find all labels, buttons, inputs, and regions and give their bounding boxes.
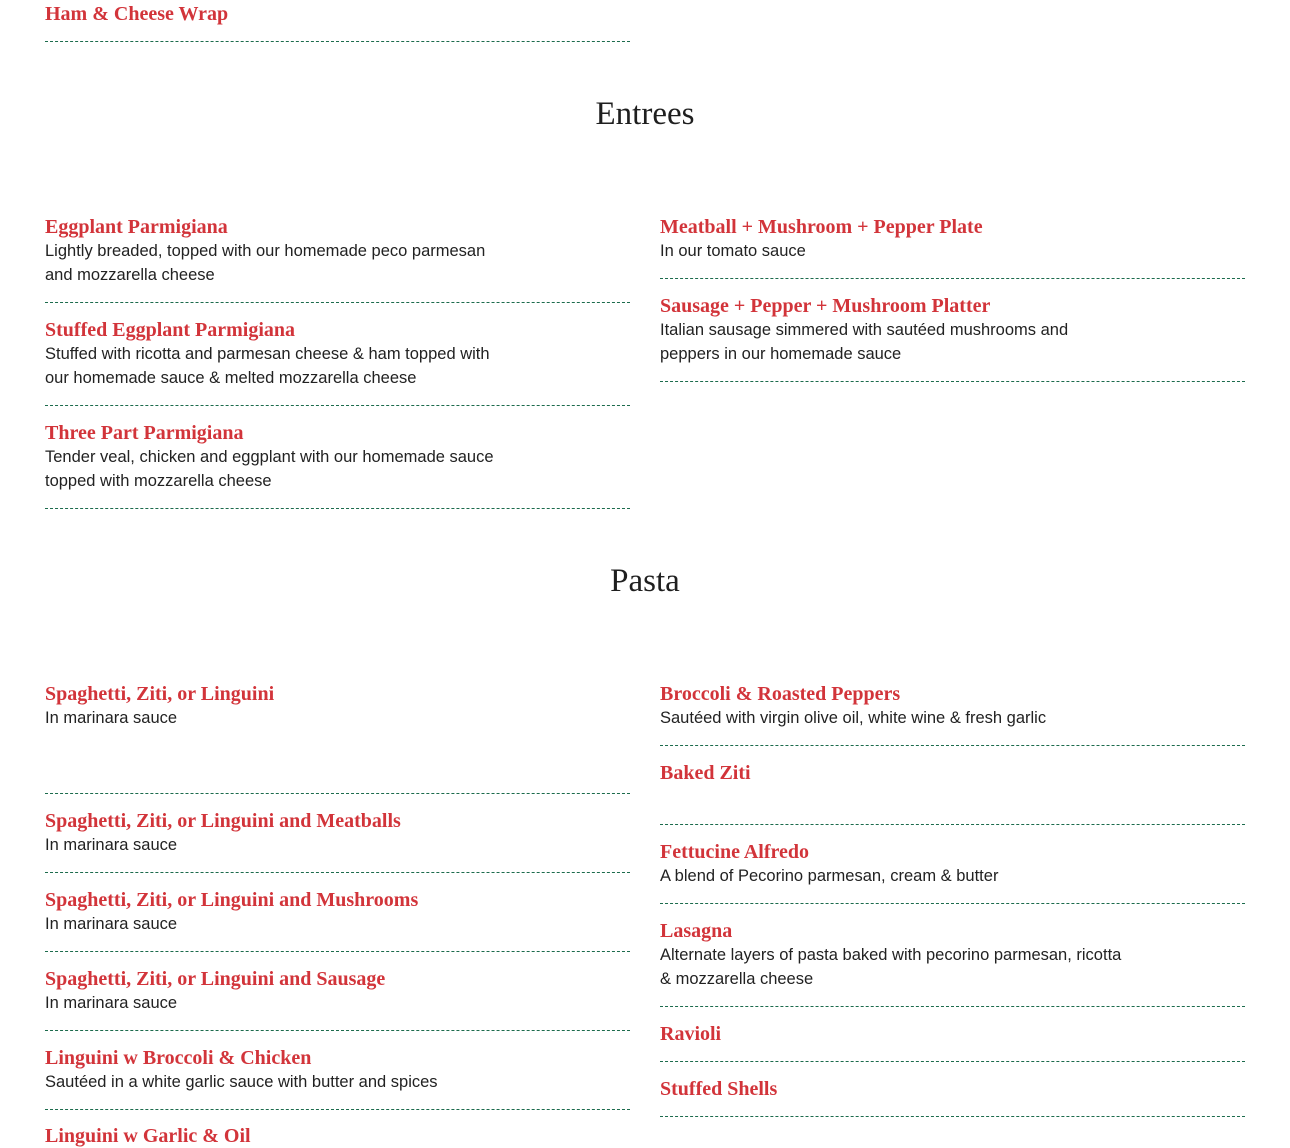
divider [45, 508, 630, 509]
menu-item-description: In our tomato sauce [660, 242, 806, 260]
menu-item-title: Stuffed Eggplant Parmigiana [45, 319, 296, 341]
divider [660, 278, 1245, 279]
divider [45, 302, 630, 303]
menu-item-title: Ham & Cheese Wrap [45, 3, 229, 25]
divider [660, 1061, 1245, 1062]
divider [660, 1006, 1245, 1007]
divider [45, 872, 630, 873]
divider [45, 405, 630, 406]
menu-item-title: Linguini w Broccoli & Chicken [45, 1047, 312, 1069]
menu-item-title: Ravioli [660, 1023, 722, 1045]
menu-item-description: Tender veal, chicken and eggplant with our homemade sauce topped with mozzarella cheese [45, 448, 494, 490]
section-heading-pasta: Pasta [610, 563, 680, 599]
menu-item-title: Linguini w Garlic & Oil [45, 1125, 251, 1147]
divider [660, 824, 1245, 825]
menu-item-title: Spaghetti, Ziti, or Linguini and Meatballs [45, 810, 401, 832]
menu-item-title: Lasagna [660, 920, 733, 942]
menu-item-title: Sausage + Pepper + Mushroom Platter [660, 295, 991, 317]
menu-item-description: In marinara sauce [45, 709, 178, 727]
divider [660, 903, 1245, 904]
menu-item-description: In marinara sauce [45, 915, 178, 933]
divider [660, 381, 1245, 382]
menu-item-title: Three Part Parmigiana [45, 422, 244, 444]
menu-item-title: Meatball + Mushroom + Pepper Plate [660, 216, 983, 238]
menu-item-description: Stuffed with ricotta and parmesan cheese & ham topped with our homemade sauce & melted mozzarella cheese [45, 345, 490, 387]
divider [45, 1109, 630, 1110]
divider [45, 1030, 630, 1031]
menu-item-title: Spaghetti, Ziti, or Linguini [45, 683, 275, 705]
menu-item-title: Fettucine Alfredo [660, 841, 810, 863]
menu-item-description: Sautéed in a white garlic sauce with butter and spices [45, 1073, 438, 1091]
divider [660, 1116, 1245, 1117]
menu-item-title: Eggplant Parmigiana [45, 216, 228, 238]
menu-item-description: Sautéed with virgin olive oil, white wine & fresh garlic [660, 709, 1047, 727]
menu-item-description: In marinara sauce [45, 836, 178, 854]
menu-item-title: Broccoli & Roasted Peppers [660, 683, 901, 705]
menu-item-title: Spaghetti, Ziti, or Linguini and Sausage [45, 968, 386, 990]
section-heading-entrees: Entrees [595, 96, 695, 132]
menu-item-title: Spaghetti, Ziti, or Linguini and Mushrooms [45, 889, 419, 911]
menu-item-description: Alternate layers of pasta baked with pecorino parmesan, ricotta & mozzarella cheese [660, 946, 1122, 988]
menu-item-description: In marinara sauce [45, 994, 178, 1012]
divider [45, 793, 630, 794]
divider [660, 745, 1245, 746]
menu-item-description: A blend of Pecorino parmesan, cream & butter [660, 867, 999, 885]
menu-item-description: Lightly breaded, topped with our homemade peco parmesan and mozzarella cheese [45, 242, 486, 284]
menu-item-title: Baked Ziti [660, 762, 751, 784]
divider [45, 41, 630, 42]
menu-item-title: Stuffed Shells [660, 1078, 778, 1100]
divider [45, 951, 630, 952]
menu-item-description: Italian sausage simmered with sautéed mushrooms and peppers in our homemade sauce [660, 321, 1069, 363]
